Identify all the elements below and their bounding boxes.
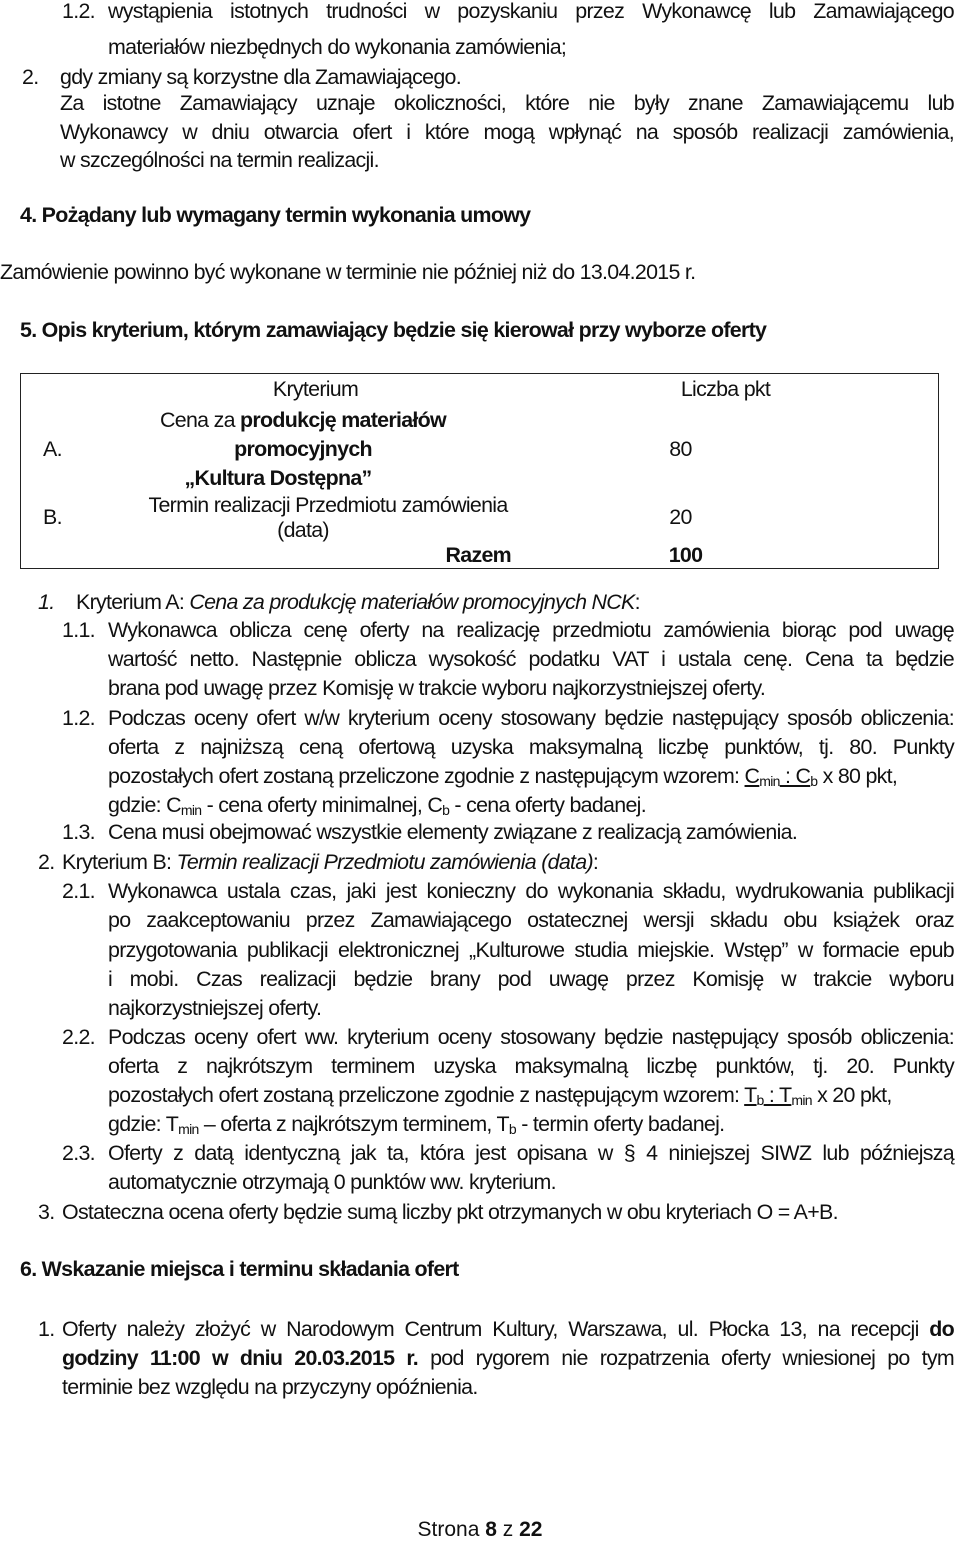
paragraph-line: Wykonawca oblicza cenę oferty na realizację przedmiotu zamówienia biorąc pod uwagę bbox=[108, 618, 954, 642]
list-number: 1.3. bbox=[62, 820, 95, 844]
paragraph-line: oferta z najkrótszym terminem uzyska maksymalną liczbę punktów, tj. 20. Punkty bbox=[108, 1054, 954, 1078]
paragraph-line: oferta z najniższą ceną ofertową uzyska maksymalną liczbę punktów, tj. 80. Punkty bbox=[108, 735, 954, 759]
formula-legend: gdzie: $T_{min}$ – oferta z najkrótszym terminem, $T_b$ - termin oferty badanej. bbox=[108, 1112, 725, 1137]
section-4-heading: 4. Pożądany lub wymagany termin wykonania umowy bbox=[20, 203, 531, 227]
paragraph-line: Podczas oceny ofert w/w kryterium oceny stosowany będzie następujący sposób obliczenia: bbox=[108, 706, 954, 730]
paragraph-line: automatycznie otrzymają 0 punktów ww. kryterium. bbox=[108, 1170, 556, 1194]
page-number: 8 bbox=[485, 1518, 497, 1541]
section-5-heading: 5. Opis kryterium, którym zamawiający będzie się kierował przy wyborze oferty bbox=[20, 318, 767, 342]
item-text: gdy zmiany są korzystne dla Zamawiającego. bbox=[60, 65, 461, 89]
page-total: 22 bbox=[519, 1518, 543, 1541]
formula: $C_{min}$ : $C_b$ bbox=[744, 764, 818, 789]
section-4-text: Zamówienie powinno być wykonane w terminie nie później niż do 13.04.2015 r. bbox=[0, 260, 696, 284]
row-criterion: Cena za produkcję materiałów promocyjnych „Kultura Dostępna” bbox=[160, 407, 446, 490]
formula-legend: gdzie: $C_{min}$ - cena oferty minimalnej, $C_b$ - cena oferty badanej. bbox=[108, 793, 646, 818]
paragraph-line: Wykonawca ustala czas, jaki jest konieczny do wykonania składu, wydrukowania publikacji bbox=[108, 879, 954, 903]
list-number: 1.2. bbox=[62, 706, 95, 730]
criterion-b-title: Kryterium B: Termin realizacji Przedmiotu zamówienia (data): bbox=[62, 850, 599, 874]
list-number: 2.2. bbox=[62, 1025, 95, 1049]
paragraph-line: po zaakceptowaniu przez Zamawiającego ostatecznej wersji składu obu książek oraz bbox=[108, 908, 954, 932]
table-row bbox=[21, 406, 939, 493]
paragraph-line: Wykonawcy w dniu otwarcia ofert i które mogą wpłynąć na sposób realizacji zamówienia, bbox=[60, 120, 954, 144]
paragraph-line: Cena musi obejmować wszystkie elementy związane z realizacją zamówienia. bbox=[108, 820, 798, 844]
list-number: 3. bbox=[38, 1200, 55, 1224]
row-points: 20 bbox=[669, 505, 692, 529]
formula-line: pozostałych ofert zostaną przeliczone zgodnie z następującym wzorem: $T_b$ : $T_{min}$ x 20 pkt, bbox=[108, 1083, 892, 1108]
item-text: materiałów niezbędnych do wykonania zamówienia; bbox=[108, 35, 567, 59]
paragraph-line: Podczas oceny ofert ww. kryterium oceny stosowany będzie następujący sposób obliczenia: bbox=[108, 1025, 954, 1049]
paragraph-line: terminie bez względu na przyczyny opóźnienia. bbox=[62, 1375, 478, 1399]
paragraph-line: najkorzystniejszej oferty. bbox=[108, 996, 322, 1020]
total-points: 100 bbox=[668, 542, 703, 567]
paragraph-line: Oferty należy złożyć w Narodowym Centrum Kultury, Warszawa, ul. Płocka 13, na recepcji do bbox=[62, 1317, 954, 1341]
row-points: 80 bbox=[669, 436, 692, 461]
formula: $T_b$ : $T_{min}$ bbox=[744, 1083, 812, 1108]
criterion-a-title: Kryterium A: Cena za produkcję materiałów promocyjnych NCK: bbox=[76, 590, 640, 614]
table-row bbox=[21, 493, 939, 543]
section-6-heading: 6. Wskazanie miejsca i terminu składania ofert bbox=[20, 1257, 459, 1281]
row-letter: B. bbox=[43, 505, 62, 529]
page-footer: Strona 8 z 22 bbox=[417, 1518, 543, 1541]
item-number: 1.2. bbox=[62, 0, 95, 23]
header-criterion: Kryterium bbox=[272, 377, 359, 402]
list-number: 1. bbox=[38, 1317, 55, 1341]
row-letter: A. bbox=[43, 436, 62, 461]
paragraph-line: i mobi. Czas realizacji będzie brany pod uwagę przez Komisję w trakcie wyboru bbox=[108, 967, 954, 991]
list-number: 1. bbox=[38, 590, 55, 614]
row-criterion: Termin realizacji Przedmiotu zamówienia (data) bbox=[148, 492, 508, 542]
paragraph-line: przygotowania publikacji elektronicznej „Kulturowe studia miejskie. Wstęp” w formacie epub bbox=[108, 938, 954, 962]
header-points: Liczba pkt bbox=[680, 377, 771, 402]
item-text: wystąpienia istotnych trudności w pozyskaniu przez Wykonawcę lub Zamawiającego bbox=[108, 0, 954, 23]
formula-line: pozostałych ofert zostaną przeliczone zgodnie z następującym wzorem: $C_{min}$ : $C_b$ x 80 pkt, bbox=[108, 764, 898, 789]
paragraph-line: wartość netto. Następnie oblicza wysokość podatku VAT i ustala cenę. Cena ta będzie bbox=[108, 647, 954, 671]
paragraph-line: Za istotne Zamawiający uznaje okoliczności, które nie były znane Zamawiającemu lub bbox=[60, 91, 954, 115]
list-number: 1.1. bbox=[62, 618, 95, 642]
item-number: 2. bbox=[22, 65, 39, 89]
paragraph-line: Ostateczna ocena oferty będzie sumą liczby pkt otrzymanych w obu kryteriach O = A+B. bbox=[62, 1200, 838, 1224]
list-number: 2. bbox=[38, 850, 55, 874]
list-number: 2.1. bbox=[62, 879, 95, 903]
total-label: Razem bbox=[445, 542, 511, 567]
table-total-row bbox=[21, 543, 939, 569]
list-number: 2.3. bbox=[62, 1141, 95, 1165]
paragraph-line: godziny 11:00 w dniu 20.03.2015 r. pod rygorem nie rozpatrzenia oferty wniesionej po tym bbox=[62, 1346, 954, 1370]
table-header-row bbox=[21, 374, 939, 406]
paragraph-line: Oferty z datą identyczną jak ta, która jest opisana w § 4 niniejszej SIWZ lub późniejszą bbox=[108, 1141, 954, 1165]
paragraph-line: brana pod uwagę przez Komisję w trakcie wyboru najkorzystniejszej oferty. bbox=[108, 676, 766, 700]
paragraph-line: w szczególności na termin realizacji. bbox=[60, 148, 379, 172]
criteria-table bbox=[20, 373, 939, 569]
